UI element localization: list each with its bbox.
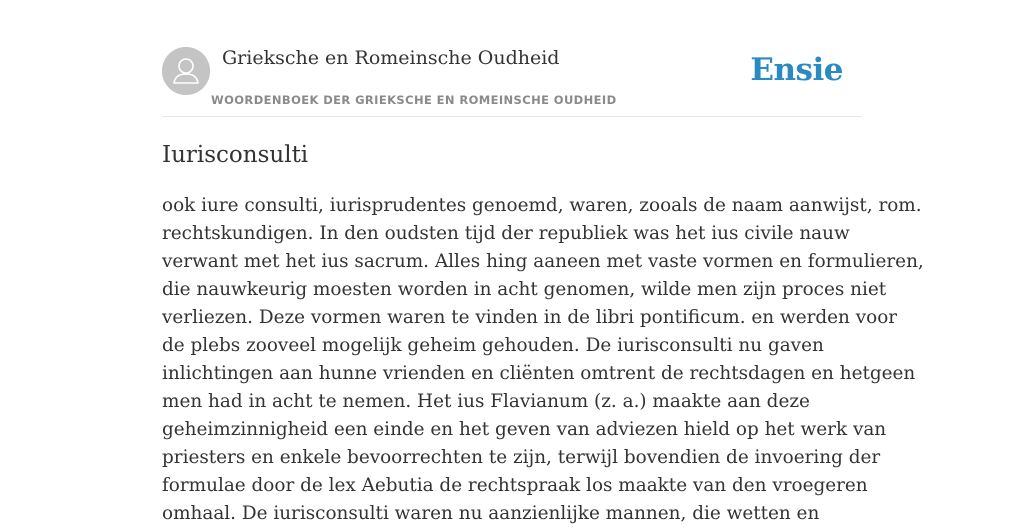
entry-body-line: omhaal. De iurisconsulti waren nu aanzienlijke mannen, die wetten en [162, 503, 820, 524]
entry-body-line: inlichtingen aan hunne vrienden en cliënten omtrent de rechtsdagen en hetgeen [162, 363, 916, 384]
entry-body-line: ook iure consulti, iurisprudentes genoemd, waren, zooals de naam aanwijst, rom. [162, 195, 922, 216]
entry-body-line: men had in acht te nemen. Het ius Flavianum (z. a.) maakte aan deze [162, 391, 810, 412]
entry-body-line: rechtskundigen. In den oudsten tijd der republiek was het ius civile nauw [162, 223, 850, 244]
entry-body-line: verwant met het ius sacrum. Alles hing aaneen met vaste vormen en formulieren, [162, 251, 924, 272]
entry-body-line: formulae door de lex Aebutia de rechtspraak los maakte van den vroegeren [162, 475, 868, 496]
entry-body-line: de plebs zooveel mogelijk geheim gehouden. De iurisconsulti nu gaven [162, 335, 824, 356]
source-header [162, 46, 862, 117]
entry-body-line: verliezen. Deze vormen waren te vinden in de libri pontificum. en werden voor [162, 307, 898, 328]
person-icon[interactable] [162, 47, 210, 95]
entry-body-line: priesters en enkele bevoorrechten te zijn, terwijl bovendien de invoering der [162, 447, 881, 468]
source-subtitle[interactable]: WOORDENBOEK DER GRIEKSCHE EN ROMEINSCHE OUDHEID [211, 93, 617, 107]
entry-body-line: die nauwkeurig moesten worden in acht genomen, wilde men zijn proces niet [162, 279, 887, 300]
entry-body [162, 192, 924, 528]
source-title[interactable]: Grieksche en Romeinsche Oudheid [222, 47, 560, 69]
entry-body-line: geheimzinnigheid een einde en het geven van adviezen hield op het werk van [162, 419, 887, 440]
brand-logo[interactable]: Ensie [750, 52, 843, 88]
entry-title: Iurisconsulti [162, 142, 309, 168]
